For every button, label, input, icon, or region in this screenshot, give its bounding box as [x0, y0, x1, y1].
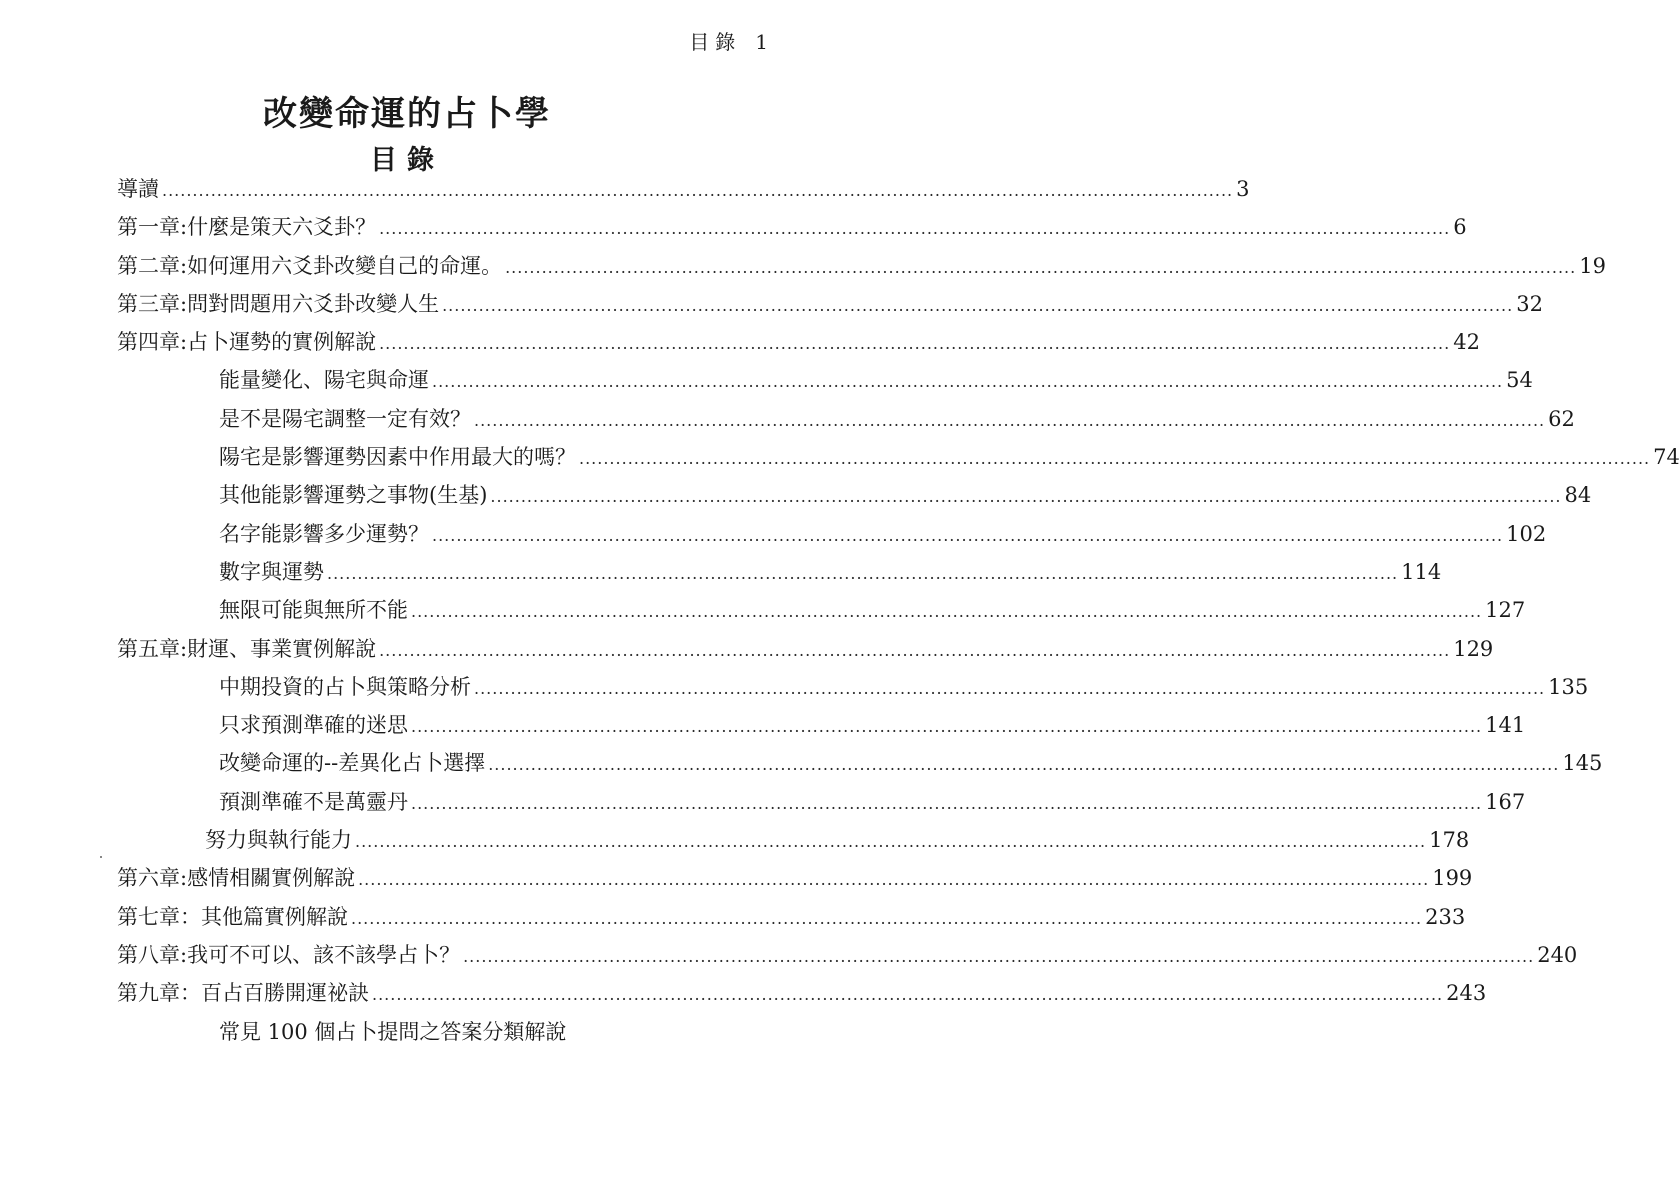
toc-entry[interactable] [117, 553, 1442, 591]
toc-entry[interactable] [117, 668, 1589, 706]
page-number: 1 [755, 30, 768, 54]
toc-entry-label: 第四章:占卜運勢的實例解說 [117, 330, 377, 355]
toc-entry-page: 84 [1564, 483, 1592, 508]
toc-entry[interactable] [117, 936, 1578, 974]
dot-leader [411, 785, 1482, 823]
toc-entry-label: 無限可能與無所不能 [219, 598, 408, 623]
toc-entry-page: 145 [1562, 751, 1603, 776]
dot-leader [379, 325, 1450, 363]
dot-leader [488, 746, 1559, 784]
toc-entry-page: 42 [1453, 330, 1480, 355]
toc-entry-label: 陽宅是影響運勢因素中作用最大的嗎？ [219, 445, 576, 470]
toc-entry-label: 只求預測準確的迷思 [219, 713, 408, 738]
toc-entry-label: 數字與運勢 [219, 559, 324, 584]
toc-entry-label: 其他能影響運勢之事物(生基) [219, 483, 488, 508]
table-of-contents [117, 170, 1680, 1051]
toc-entry-page: 19 [1579, 253, 1606, 278]
toc-entry[interactable] [117, 476, 1592, 514]
dot-leader [463, 938, 1534, 976]
dot-leader [442, 287, 1513, 325]
dot-leader [372, 976, 1443, 1014]
toc-entry-label: 第一章:什麼是策天六爻卦？ [117, 215, 377, 240]
dot-leader [505, 249, 1576, 287]
toc-entry-page: 54 [1506, 368, 1533, 393]
toc-entry[interactable] [117, 170, 1250, 208]
toc-entry-label: 第七章：其他篇實例解說 [117, 904, 348, 929]
toc-entry[interactable] [117, 898, 1466, 936]
toc-entry-page: 199 [1432, 866, 1473, 891]
toc-entry-label: 中期投資的占卜與策略分析 [219, 674, 471, 699]
dot-leader [379, 632, 1450, 670]
running-header-title: 目錄 [689, 30, 742, 54]
dot-leader [351, 900, 1422, 938]
toc-entry-label: 常見 100 個占卜提問之答案分類解說 [219, 1019, 567, 1044]
running-header [689, 26, 768, 55]
dot-leader [327, 555, 1398, 593]
toc-entry[interactable] [117, 323, 1480, 361]
toc-entry-label: 第九章：百占百勝開運祕訣 [117, 981, 369, 1006]
dot-leader [474, 670, 1545, 708]
dot-leader [474, 402, 1545, 440]
toc-entry-label: 第二章:如何運用六爻卦改變自己的命運。 [117, 253, 503, 278]
toc-entry-label: 名字能影響多少運勢？ [219, 521, 429, 546]
dot-leader [490, 478, 1561, 516]
toc-entry[interactable] [117, 706, 1526, 744]
toc-entry-page: 127 [1485, 598, 1526, 623]
toc-entry[interactable] [117, 247, 1606, 285]
toc-entry-label: 努力與執行能力 [205, 828, 352, 853]
toc-entry-label: 改變命運的--差異化占卜選擇 [219, 751, 486, 776]
dot-leader [411, 593, 1482, 631]
toc-entry-label: 第三章:問對問題用六爻卦改變人生 [117, 291, 440, 316]
toc-entry[interactable] [117, 783, 1526, 821]
toc-entry-page: 233 [1425, 904, 1466, 929]
toc-entry-page: 74 [1653, 445, 1680, 470]
toc-entry-label: 預測準確不是萬靈丹 [219, 789, 408, 814]
toc-entry-label: 第五章:財運、事業實例解說 [117, 636, 377, 661]
dot-leader [358, 861, 1429, 899]
toc-entry[interactable] [117, 591, 1526, 629]
toc-entry[interactable] [117, 208, 1467, 246]
toc-entry[interactable] [117, 285, 1543, 323]
dot-leader [411, 708, 1482, 746]
toc-entry[interactable] [117, 630, 1494, 668]
toc-entry[interactable] [117, 361, 1533, 399]
dot-leader [432, 363, 1503, 401]
stray-dot [100, 856, 102, 858]
toc-entry-page: 32 [1516, 291, 1543, 316]
toc-entry-page: 141 [1485, 713, 1526, 738]
toc-entry-page: 102 [1506, 521, 1547, 546]
toc-entry-page: 6 [1453, 215, 1467, 240]
toc-entry-label: 第八章:我可不可以、該不該學占卜？ [117, 942, 461, 967]
toc-entry[interactable] [117, 515, 1547, 553]
toc-entry-page: 240 [1537, 942, 1578, 967]
dot-leader [355, 823, 1426, 861]
toc-entry[interactable] [117, 859, 1473, 897]
toc-entry[interactable] [117, 400, 1575, 438]
toc-entry-label: 第六章:感情相關實例解說 [117, 866, 356, 891]
toc-entry[interactable] [117, 821, 1470, 859]
toc-entry[interactable] [117, 974, 1487, 1012]
toc-entry-page: 114 [1401, 559, 1442, 584]
toc-heading: 目錄 [370, 145, 444, 176]
toc-entry[interactable] [117, 744, 1603, 782]
toc-entry-label: 能量變化、陽宅與命運 [219, 368, 429, 393]
toc-entry-page: 3 [1236, 177, 1250, 201]
toc-entry[interactable] [117, 438, 1680, 476]
dot-leader [432, 517, 1503, 555]
toc-entry-page: 62 [1548, 406, 1575, 431]
toc-entry[interactable] [117, 1013, 765, 1051]
book-title: 改變命運的占卜學 [263, 94, 551, 134]
toc-entry-label: 是不是陽宅調整一定有效？ [219, 406, 471, 431]
toc-entry-page: 178 [1429, 828, 1470, 853]
toc-entry-page: 243 [1446, 981, 1487, 1006]
dot-leader [162, 172, 1233, 210]
toc-entry-page: 135 [1548, 674, 1589, 699]
dot-leader [379, 210, 1450, 248]
toc-entry-label: 導讀 [117, 177, 159, 201]
dot-leader [579, 440, 1650, 478]
toc-entry-page: 167 [1485, 789, 1526, 814]
toc-entry-page: 129 [1453, 636, 1494, 661]
